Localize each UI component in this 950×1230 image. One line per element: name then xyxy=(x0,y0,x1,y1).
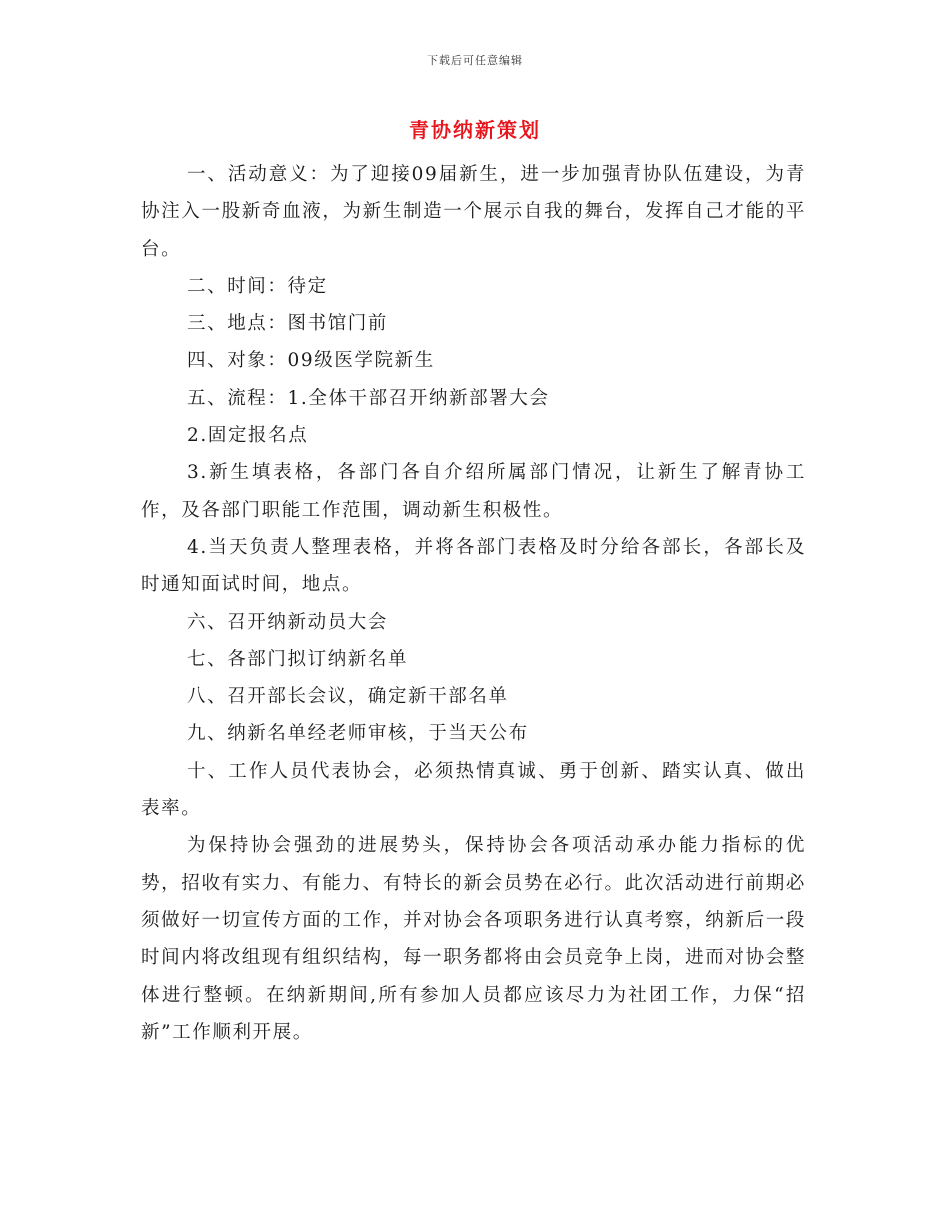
paragraph-process: 五、流程：1.全体干部召开纳新部署大会 xyxy=(187,387,550,409)
paragraph-time: 二、时间：待定 xyxy=(187,275,328,297)
paragraph-purpose: 一、活动意义：为了迎接09届新生，进一步加强青协队伍建设，为青协注入一股新奇血液，为新生制造一个展示自我的舞台，发挥自己才能的平台。 xyxy=(141,164,806,260)
paragraph-item-7: 七、各部门拟订纳新名单 xyxy=(187,648,409,670)
paragraph-process-step-3: 3.新生填表格，各部门各自介绍所属部门情况，让新生了解青协工作，及各部门职能工作范围，调动新生积极性。 xyxy=(141,462,806,521)
document-title: 青协纳新策划 xyxy=(409,118,541,142)
header-note: 下载后可任意编辑 xyxy=(427,54,523,67)
paragraph-process-step-4: 4.当天负责人整理表格，并将各部门表格及时分给各部长，各部长及时通知面试时间，地点。 xyxy=(141,536,806,596)
paragraph-item-8: 八、召开部长会议，确定新干部名单 xyxy=(187,686,509,708)
paragraph-item-9: 九、纳新名单经老师审核，于当天公布 xyxy=(187,723,529,745)
document-body xyxy=(141,156,806,1051)
paragraph-audience: 四、对象：09级医学院新生 xyxy=(187,350,435,372)
paragraph-process-step-2: 2.固定报名点 xyxy=(187,425,309,447)
paragraph-item-10: 十、工作人员代表协会，必须热情真诚、勇于创新、踏实认真、做出表率。 xyxy=(141,760,806,820)
paragraph-item-6: 六、召开纳新动员大会 xyxy=(187,611,389,633)
paragraph-location: 三、地点：图书馆门前 xyxy=(187,313,389,335)
paragraph-summary: 为保持协会强劲的进展势头，保持协会各项活动承办能力指标的优势，招收有实力、有能力、有特长的新会员势在必行。此次活动进行前期必须做好一切宣传方面的工作，并对协会各项职务进行认真考察，纳新后一段时间内将改组现有组织结构，每一职务都将由会员竞争上岗，进而对协会整体进行整顿。在纳新期间,所有参加人员都应该尽力为社团工作，力保“招新”工作顺利开展。 xyxy=(141,835,806,1043)
